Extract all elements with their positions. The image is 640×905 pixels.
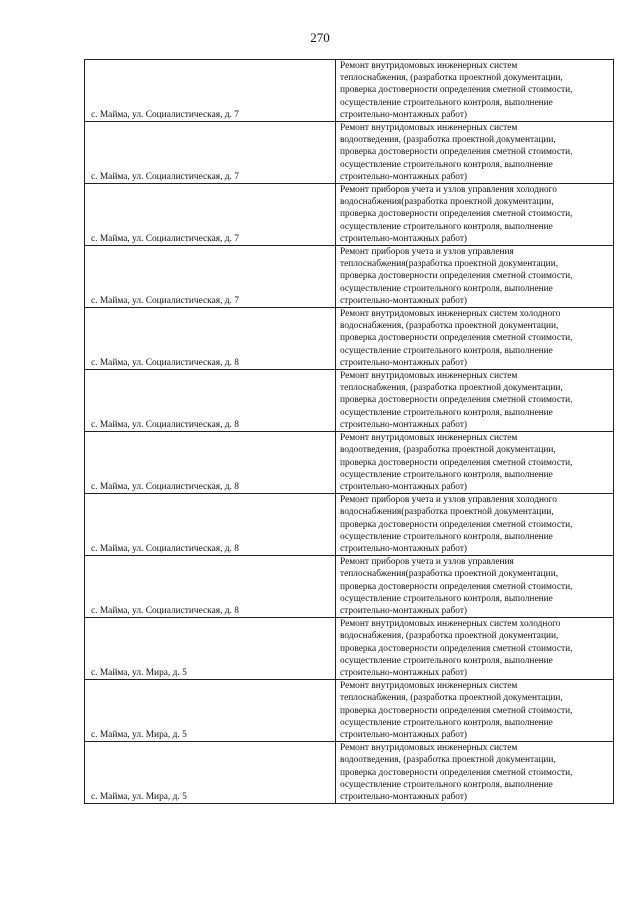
address-cell: с. Майма, ул. Социалистическая, д. 7: [85, 122, 336, 184]
address-cell: с. Майма, ул. Социалистическая, д. 7: [85, 60, 336, 122]
table-row: [85, 308, 614, 370]
table-row: [85, 60, 614, 122]
work-description-cell: Ремонт приборов учета и узлов управления холодного водоснабжения(разработка проектной документации, проверка достоверности определения сметной стоимости, осуществление строительного контроля, выполнение строительно-монтажных работ): [336, 494, 614, 556]
page-number: 270: [310, 30, 330, 45]
table-row: [85, 742, 614, 804]
address-cell: с. Майма, ул. Социалистическая, д. 7: [85, 184, 336, 246]
table-row: [85, 618, 614, 680]
work-description-cell: Ремонт приборов учета и узлов управления теплоснабжения(разработка проектной документации, проверка достоверности определения сметной стоимости, осуществление строительного контроля, выполнение строительно-монтажных работ): [336, 246, 614, 308]
address-cell: с. Майма, ул. Мира, д. 5: [85, 680, 336, 742]
address-cell: с. Майма, ул. Социалистическая, д. 8: [85, 370, 336, 432]
address-cell: с. Майма, ул. Социалистическая, д. 8: [85, 308, 336, 370]
work-description-cell: Ремонт внутридомовых инженерных систем водоотведения, (разработка проектной документации, проверка достоверности определения сметной стоимости, осуществление строительного контроля, выполнение строительно-монтажных работ): [336, 432, 614, 494]
work-description-cell: Ремонт внутридомовых инженерных систем водоотведения, (разработка проектной документации, проверка достоверности определения сметной стоимости, осуществление строительного контроля, выполнение строительно-монтажных работ): [336, 122, 614, 184]
work-description-cell: Ремонт приборов учета и узлов управления теплоснабжения(разработка проектной документации, проверка достоверности определения сметной стоимости, осуществление строительного контроля, выполнение строительно-монтажных работ): [336, 556, 614, 618]
table-row: [85, 122, 614, 184]
address-cell: с. Майма, ул. Социалистическая, д. 7: [85, 246, 336, 308]
address-cell: с. Майма, ул. Социалистическая, д. 8: [85, 432, 336, 494]
table-row: [85, 432, 614, 494]
works-table: [84, 59, 614, 804]
table-row: [85, 246, 614, 308]
work-description-cell: Ремонт внутридомовых инженерных систем водоотведения, (разработка проектной документации, проверка достоверности определения сметной стоимости, осуществление строительного контроля, выполнение строительно-монтажных работ): [336, 742, 614, 804]
work-description-cell: Ремонт внутридомовых инженерных систем теплоснабжения, (разработка проектной документации, проверка достоверности определения сметной стоимости, осуществление строительного контроля, выполнение строительно-монтажных работ): [336, 370, 614, 432]
table-row: [85, 370, 614, 432]
table-row: [85, 680, 614, 742]
work-description-cell: Ремонт внутридомовых инженерных систем холодного водоснабжения, (разработка проектной документации, проверка достоверности определения сметной стоимости, осуществление строительного контроля, выполнение строительно-монтажных работ): [336, 308, 614, 370]
work-description-cell: Ремонт внутридомовых инженерных систем теплоснабжения, (разработка проектной документации, проверка достоверности определения сметной стоимости, осуществление строительного контроля, выполнение строительно-монтажных работ): [336, 680, 614, 742]
address-cell: с. Майма, ул. Социалистическая, д. 8: [85, 494, 336, 556]
table-row: [85, 184, 614, 246]
address-cell: с. Майма, ул. Мира, д. 5: [85, 742, 336, 804]
work-description-cell: Ремонт внутридомовых инженерных систем холодного водоснабжения, (разработка проектной документации, проверка достоверности определения сметной стоимости, осуществление строительного контроля, выполнение строительно-монтажных работ): [336, 618, 614, 680]
work-description-cell: Ремонт внутридомовых инженерных систем теплоснабжения, (разработка проектной документации, проверка достоверности определения сметной стоимости, осуществление строительного контроля, выполнение строительно-монтажных работ): [336, 60, 614, 122]
table-row: [85, 556, 614, 618]
address-cell: с. Майма, ул. Мира, д. 5: [85, 618, 336, 680]
work-description-cell: Ремонт приборов учета и узлов управления холодного водоснабжения(разработка проектной документации, проверка достоверности определения сметной стоимости, осуществление строительного контроля, выполнение строительно-монтажных работ): [336, 184, 614, 246]
table-row: [85, 494, 614, 556]
address-cell: с. Майма, ул. Социалистическая, д. 8: [85, 556, 336, 618]
